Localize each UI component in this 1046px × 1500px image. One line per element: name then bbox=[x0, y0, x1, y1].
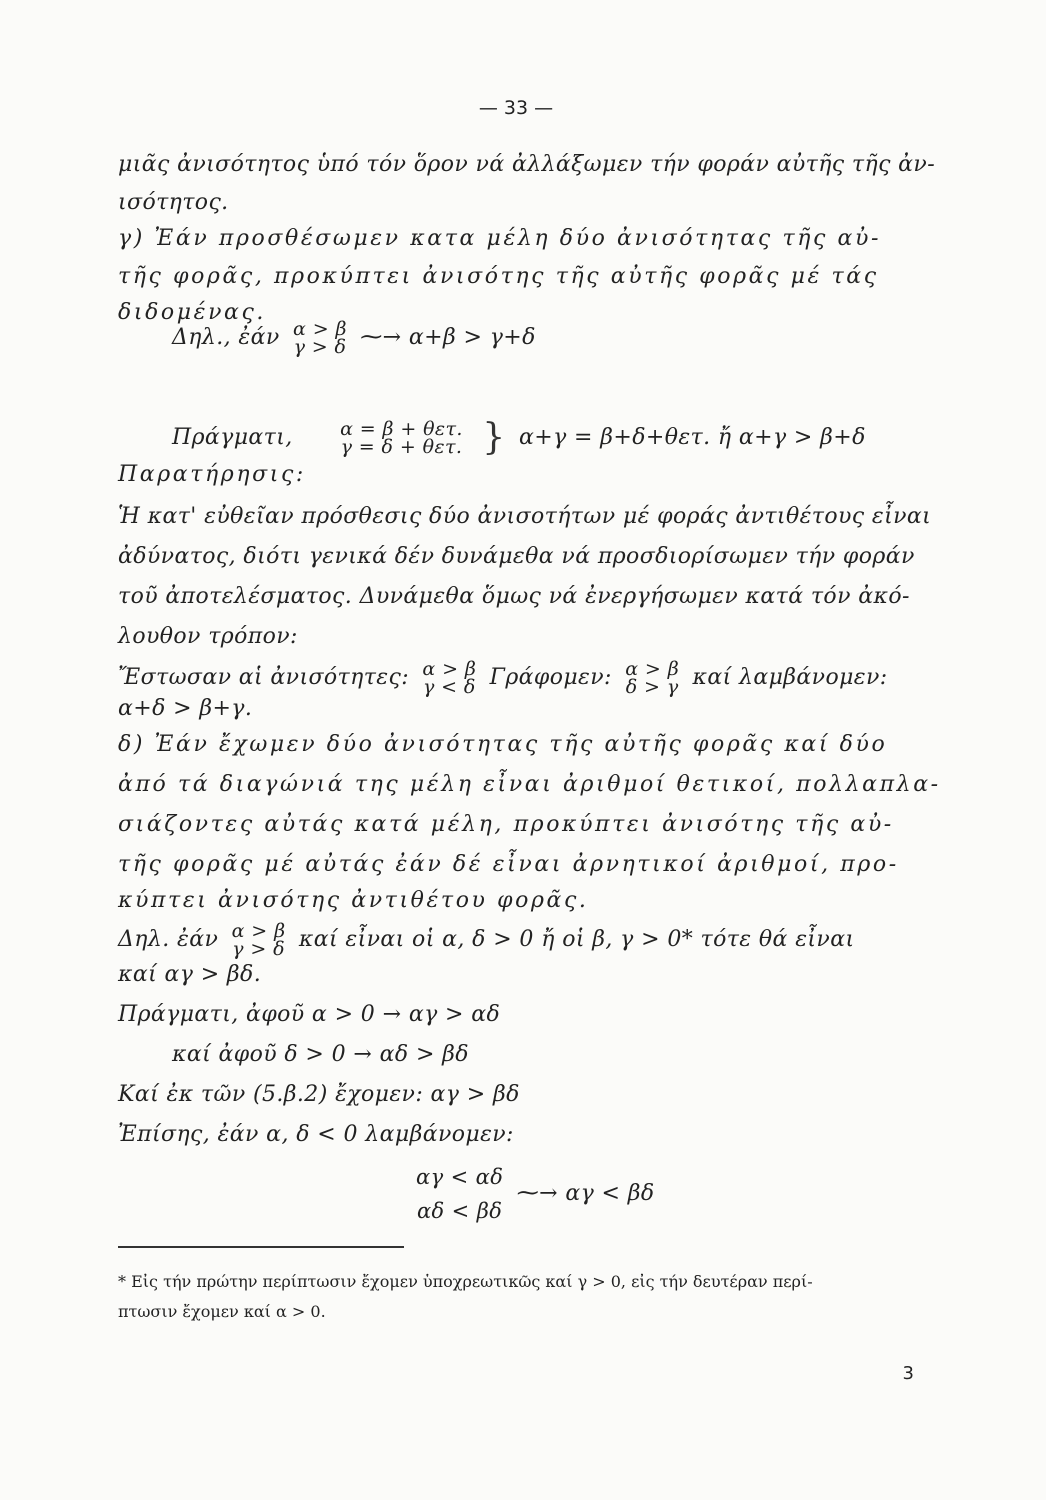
text-line: γ) Ἐάν προσθέσωμεν κατα μέλη δύο ἀνισότητας τῆς αὐ- bbox=[118, 226, 881, 251]
text-line: ἀδύνατος, διότι γενικά δέν δυνάμεθα νά προσδιορίσωμεν τήν φοράν bbox=[118, 544, 915, 569]
text-span: Δηλ. ἐάν bbox=[118, 927, 219, 952]
equation-bottom: γ = δ + θετ. bbox=[340, 436, 463, 458]
fraction-bottom: γ > δ bbox=[293, 336, 347, 358]
text-line: σιάζοντες αὐτάς κατά μέλη, προκύπτει ἀνισότης τῆς αὐ- bbox=[118, 812, 894, 837]
inequality-stack bbox=[416, 1160, 503, 1228]
fraction-top: α > β bbox=[422, 658, 477, 680]
text-line: Ἡ κατ' εὐθεῖαν πρόσθεσις δύο ἀνισοτήτων μέ φοράς ἀντιθέτους εἶναι bbox=[118, 504, 932, 529]
text-line: τῆς φορᾶς, προκύπτει ἀνισότης τῆς αὐτῆς φορᾶς μέ τάς bbox=[118, 264, 879, 289]
text-span: καί λαμβάνομεν: bbox=[692, 665, 888, 690]
proof-label: Πράγματι, bbox=[172, 425, 293, 450]
fraction-bottom: γ > δ bbox=[232, 938, 285, 960]
text-line: Καί ἐκ τῶν (5.β.2) ἔχομεν: αγ > βδ bbox=[118, 1082, 520, 1107]
brace-icon: } bbox=[482, 417, 506, 458]
fraction-bottom: αδ < βδ bbox=[416, 1199, 503, 1223]
footnote-rule bbox=[118, 1246, 404, 1248]
fraction-bottom: δ > γ bbox=[625, 676, 679, 698]
example-line bbox=[172, 320, 946, 356]
text-span: Γράφομεν: bbox=[489, 665, 612, 690]
fraction-top: α > β bbox=[231, 920, 286, 942]
inequality-stack bbox=[293, 320, 347, 356]
text-line: μιᾶς ἀνισότητος ὑπό τόν ὅρον νά ἀλλάξωμεν τήν φοράν αὐτῆς τῆς ἀν- bbox=[118, 152, 936, 177]
text-line: τῆς φορᾶς μέ αὐτάς ἐάν δέ εἶναι ἀρνητικοί ἀριθμοί, προ- bbox=[118, 852, 899, 877]
footnote-line: * Εἰς τήν πρώτην περίπτωσιν ἔχομεν ὑποχρεωτικῶς καί γ > 0, εἰς τήν δευτέραν περί- bbox=[118, 1272, 813, 1291]
fraction-top: αγ < αδ bbox=[416, 1165, 504, 1189]
text-line bbox=[118, 922, 946, 958]
equation-stack bbox=[340, 420, 463, 456]
result-span: ⁓→ αγ < βδ bbox=[516, 1181, 655, 1206]
text-line: καί αγ > βδ. bbox=[118, 962, 262, 987]
inequality-stack bbox=[232, 922, 286, 958]
text-span: Ἔστωσαν αἱ ἀνισότητες: bbox=[118, 665, 410, 690]
text-line bbox=[410, 1160, 946, 1228]
text-line: δ) Ἐάν ἔχωμεν δύο ἀνισότητας τῆς αὐτῆς φορᾶς καί δύο bbox=[118, 732, 888, 757]
fraction-top: α > β bbox=[625, 658, 680, 680]
proof-line bbox=[172, 417, 946, 458]
equation-top: α = β + θετ. bbox=[340, 418, 463, 440]
page-number-bottom: 3 bbox=[902, 1363, 914, 1384]
proof-result: α+γ = β+δ+θετ. ἤ α+γ > β+δ bbox=[519, 425, 866, 450]
footnote-line: πτωσιν ἔχομεν καί α > 0. bbox=[118, 1302, 326, 1321]
text-line: ἀπό τά διαγώνιά της μέλη εἶναι ἀριθμοί θετικοί, πολλαπλα- bbox=[118, 772, 941, 797]
inequality-stack bbox=[422, 660, 476, 696]
inequality-stack bbox=[625, 660, 679, 696]
fraction-bottom: γ < δ bbox=[422, 676, 476, 698]
text-line: λουθον τρόπον: bbox=[118, 624, 298, 649]
text-line: καί ἀφοῦ δ > 0 → αδ > βδ bbox=[172, 1042, 469, 1067]
text-span: καί εἶναι οἱ α, δ > 0 ἤ οἱ β, γ > 0* τότε θά εἶναι bbox=[298, 927, 855, 952]
text-line: Ἐπίσης, ἐάν α, δ < 0 λαμβάνομεν: bbox=[118, 1122, 514, 1147]
example-result: ⁓→ α+β > γ+δ bbox=[360, 325, 536, 350]
text-line: διδομένας. bbox=[118, 300, 267, 325]
text-line bbox=[118, 660, 946, 696]
example-label: Δηλ., ἐάν bbox=[172, 325, 280, 350]
text-line: Πράγματι, ἀφοῦ α > 0 → αγ > αδ bbox=[118, 1002, 501, 1027]
text-line: α+δ > β+γ. bbox=[118, 696, 253, 721]
text-line: κύπτει ἀνισότης ἀντιθέτου φορᾶς. bbox=[118, 888, 589, 913]
fraction-top: α > β bbox=[293, 318, 347, 340]
page-number-top: — 33 — bbox=[478, 97, 554, 119]
text-line: τοῦ ἀποτελέσματος. Δυνάμεθα ὅμως νά ἐνεργήσωμεν κατά τόν ἀκό- bbox=[118, 584, 910, 609]
section-title: Παρατήρησις: bbox=[118, 462, 306, 487]
text-line: ισότητος. bbox=[118, 190, 229, 215]
